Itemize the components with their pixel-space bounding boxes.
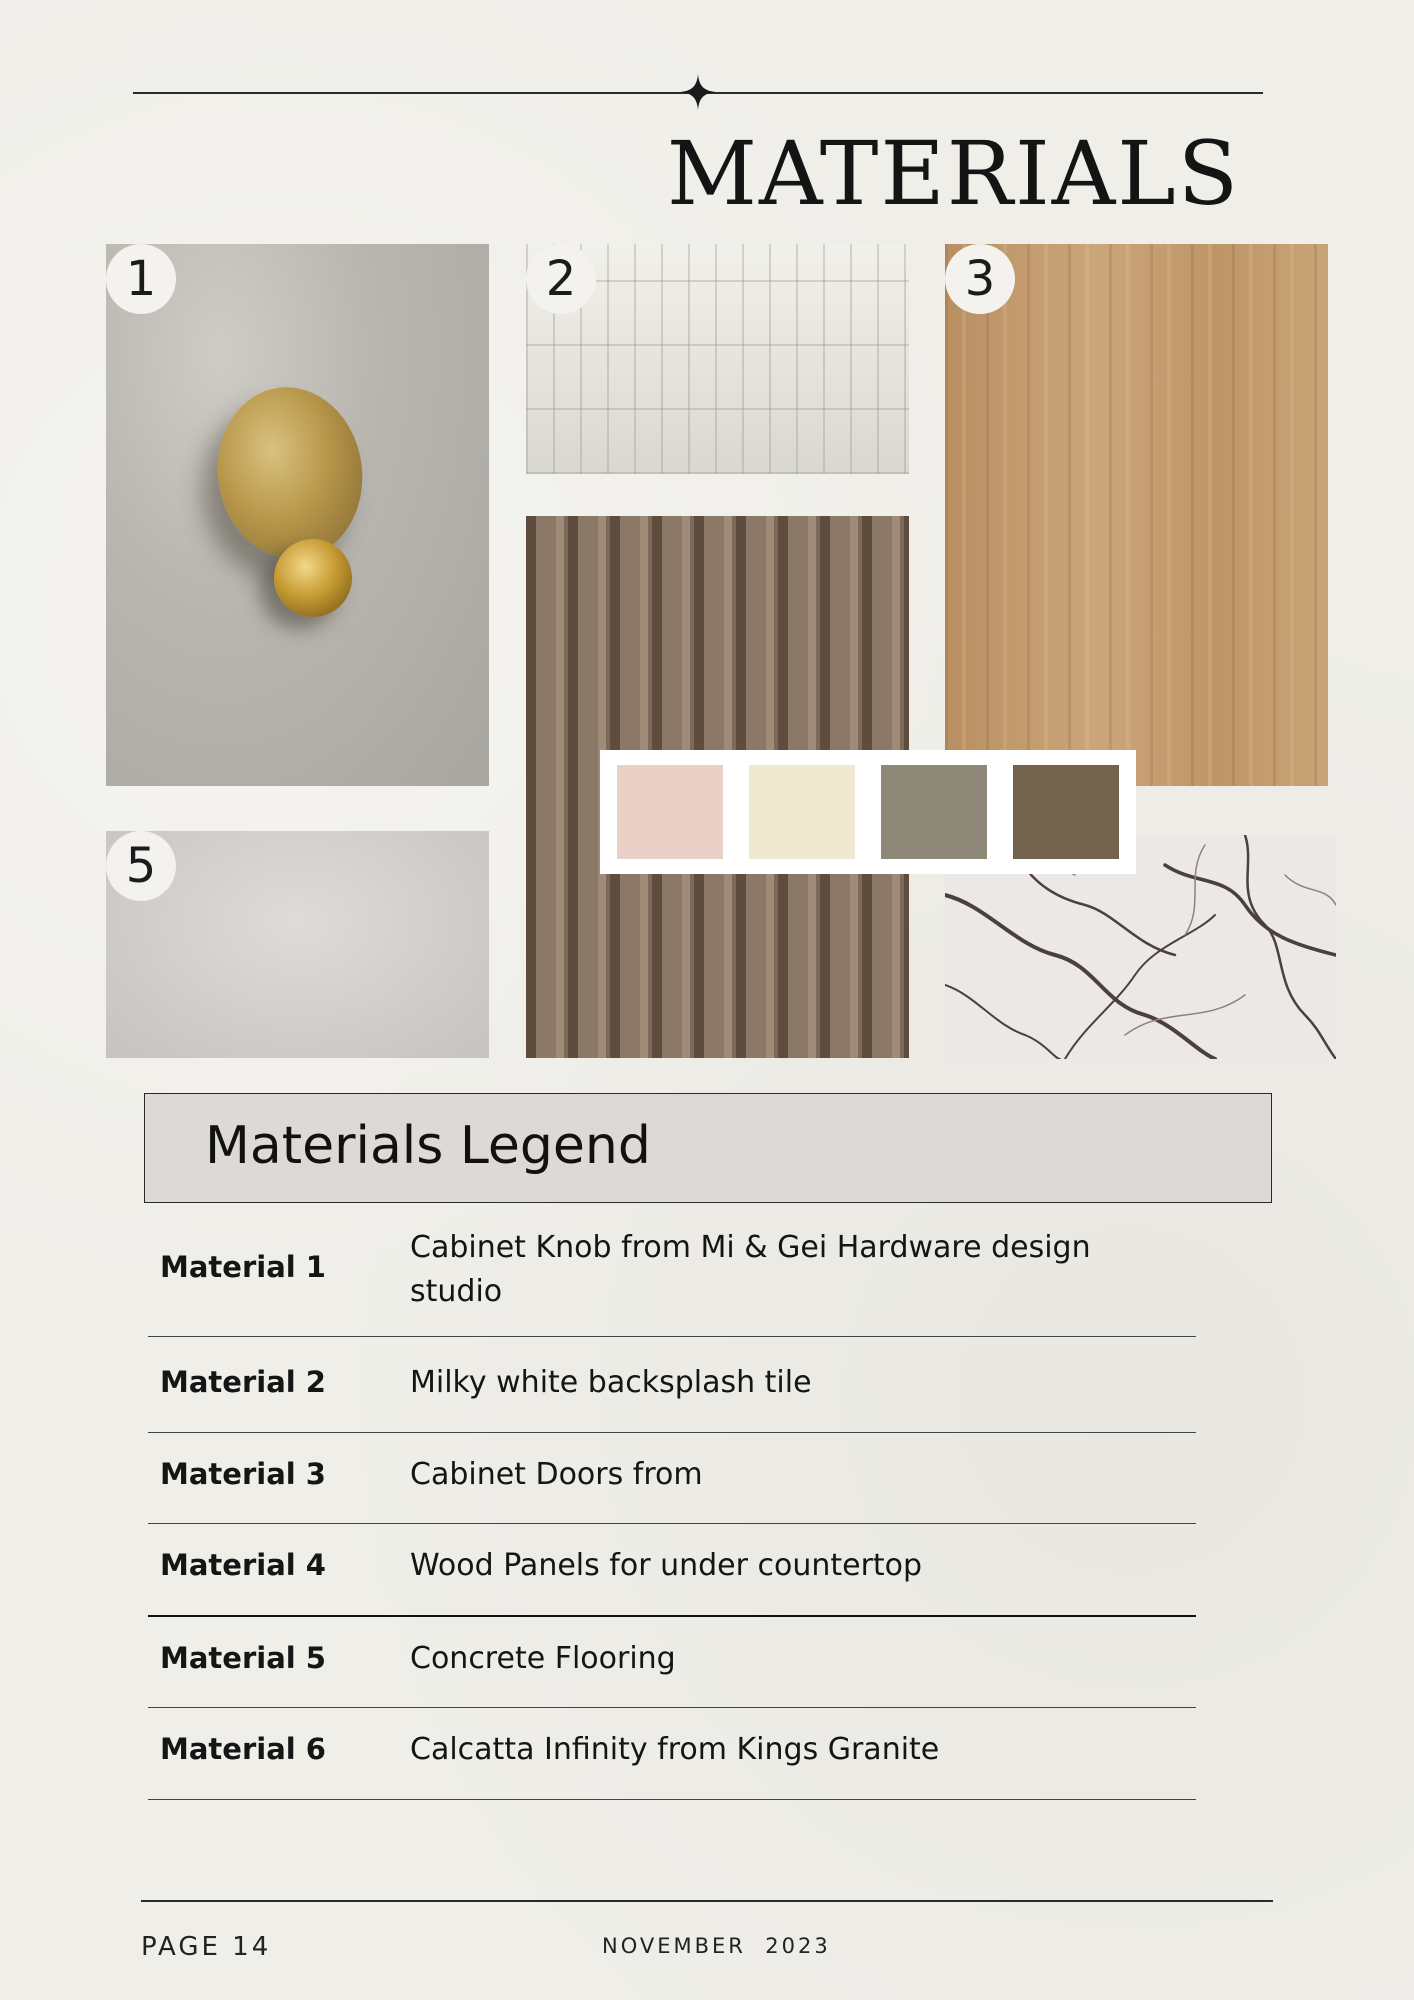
page-number: PAGE 14 xyxy=(141,1932,272,1962)
footer-date: NOVEMBER 2023 xyxy=(602,1934,831,1958)
palette-swatch xyxy=(881,765,987,859)
material-5-badge: 5 xyxy=(106,831,176,901)
legend-row-description: Cabinet Doors from xyxy=(410,1457,703,1492)
footer-rule xyxy=(141,1900,1273,1902)
legend-row xyxy=(148,1433,1196,1524)
material-3-image xyxy=(945,244,1328,786)
legend-title: Materials Legend xyxy=(205,1116,651,1176)
knob-plate xyxy=(207,378,374,568)
palette-swatch xyxy=(1013,765,1119,859)
material-1-badge: 1 xyxy=(106,244,176,314)
knob-ball xyxy=(274,539,352,617)
legend-row xyxy=(148,1708,1196,1800)
material-2-image xyxy=(526,244,909,474)
legend-row xyxy=(148,1617,1196,1708)
sparkle-star-icon xyxy=(680,74,716,110)
legend-row-description: Calcatta Infinity from Kings Granite xyxy=(410,1732,940,1767)
legend-row-label: Material 3 xyxy=(160,1457,326,1491)
material-2-badge: 2 xyxy=(526,244,596,314)
legend-row xyxy=(148,1212,1196,1337)
legend-row-label: Material 4 xyxy=(160,1548,326,1582)
legend-header xyxy=(144,1093,1272,1203)
color-palette xyxy=(600,750,1136,874)
legend-row-description: Milky white backsplash tile xyxy=(410,1365,812,1400)
legend-row-description: Concrete Flooring xyxy=(410,1641,676,1676)
material-1-image xyxy=(106,244,489,786)
palette-swatch xyxy=(749,765,855,859)
page-title: MATERIALS xyxy=(666,122,1240,225)
legend-row-description: Cabinet Knob from Mi & Gei Hardware design studio xyxy=(410,1230,1091,1309)
legend-row-description: Wood Panels for under countertop xyxy=(410,1548,923,1583)
legend-row xyxy=(148,1524,1196,1617)
legend-row-label: Material 2 xyxy=(160,1365,326,1399)
material-5-image xyxy=(106,831,489,1058)
legend-row xyxy=(148,1337,1196,1433)
material-3-badge: 3 xyxy=(945,244,1015,314)
legend-row-label: Material 6 xyxy=(160,1732,326,1766)
legend-row-label: Material 1 xyxy=(160,1250,326,1284)
legend-row-label: Material 5 xyxy=(160,1641,326,1675)
palette-swatch xyxy=(617,765,723,859)
